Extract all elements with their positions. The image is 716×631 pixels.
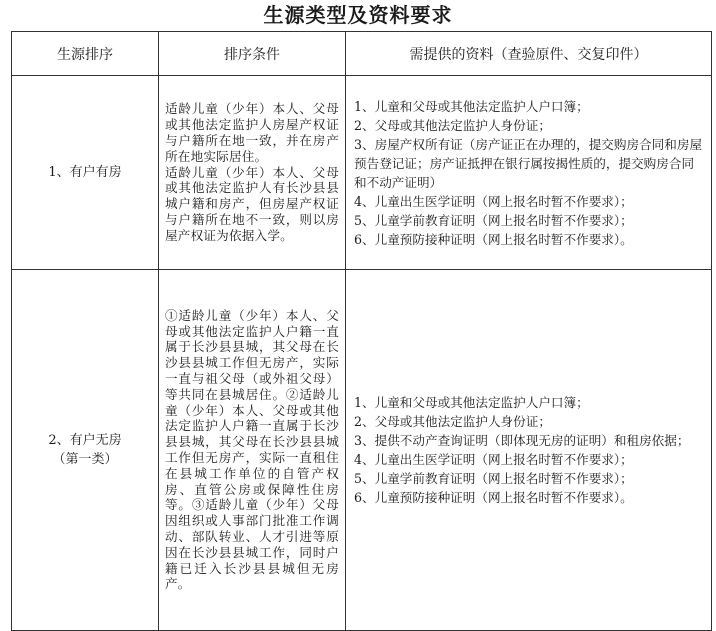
- documents-cell: [346, 270, 712, 631]
- conditions-cell: [159, 270, 346, 631]
- document-item: 6、儿童预防接种证明（网上报名时暂不作要求）。: [354, 231, 633, 247]
- page-title: 生源类型及资料要求: [263, 3, 453, 27]
- document-item: 5、儿童学前教育证明（网上报名时暂不作要求）；: [354, 212, 633, 228]
- category-cell: [12, 76, 159, 270]
- document-item: 3、房屋产权所有证（房产证正在办理的，提交购房合同和房屋预告登记证；房产证抵押在银行属按揭性质的，提交购房合同和不动产证明）: [354, 136, 703, 190]
- documents-cell: [346, 76, 712, 270]
- table-row: [12, 76, 712, 270]
- category-cell: [12, 270, 159, 631]
- header-student-order: 生源排序: [12, 32, 159, 76]
- document-item: 2、父母或其他法定监护人身份证；: [354, 414, 551, 429]
- category-sublabel: （第一类）: [52, 452, 118, 467]
- requirements-table: [11, 31, 712, 631]
- category-label: 1、有户有房: [48, 165, 122, 180]
- document-item: 3、提供不动产查询证明（即体现无房的证明）和租房依据；: [354, 433, 690, 448]
- document-item: 5、儿童学前教育证明（网上报名时暂不作要求）；: [354, 471, 633, 486]
- condition-text: 适龄儿童（少年）本人、父母或其他法定监护人房屋产权证与户籍所在地一致，并在房产所在地实际居住。: [165, 101, 339, 164]
- header-order-conditions: 排序条件: [159, 32, 346, 76]
- document-item: 4、儿童出生医学证明（网上报名时暂不作要求）；: [354, 452, 633, 467]
- table-header-row: [12, 32, 712, 76]
- document-item: 2、父母或其他法定监护人身份证；: [354, 117, 551, 133]
- category-label: 2、有户无房: [48, 433, 122, 448]
- document-item: 6、儿童预防接种证明（网上报名时暂不作要求）。: [354, 490, 633, 505]
- table-row: [12, 270, 712, 631]
- document-item: 1、儿童和父母或其他法定监护人户口簿；: [354, 395, 589, 410]
- document-item: 4、儿童出生医学证明（网上报名时暂不作要求）；: [354, 193, 633, 209]
- document-item: 1、儿童和父母或其他法定监护人户口簿；: [354, 98, 589, 114]
- condition-text: 适龄儿童（少年）本人、父母或其他法定监护人有长沙县县城户籍和房产，但房屋产权证与户籍所在地不一致，则以房屋产权证为依据入学。: [165, 164, 339, 243]
- condition-text: ①适龄儿童（少年）本人、父母或其他法定监护人户籍一直属于长沙县县城，其父母在长沙县县城工作但无房产，实际一直与祖父母（或外祖父母）等共同在县城居住。②适龄儿童（少年）本人、父母或其他法定监护人户籍一直属于长沙县县城，其父母在长沙县县城工作但无房产，实际一直租住在县城工作单位的自管产权房、直管公房或保障性住房等。③适龄儿童（少年）父母因组织或人事部门批准工作调动、部队转业、人才引进等原因在长沙县县城工作，同时户籍已迁入长沙县县城但无房产。: [165, 307, 339, 592]
- header-required-documents: 需提供的资料（查验原件、交复印件）: [346, 32, 712, 76]
- conditions-cell: [159, 76, 346, 270]
